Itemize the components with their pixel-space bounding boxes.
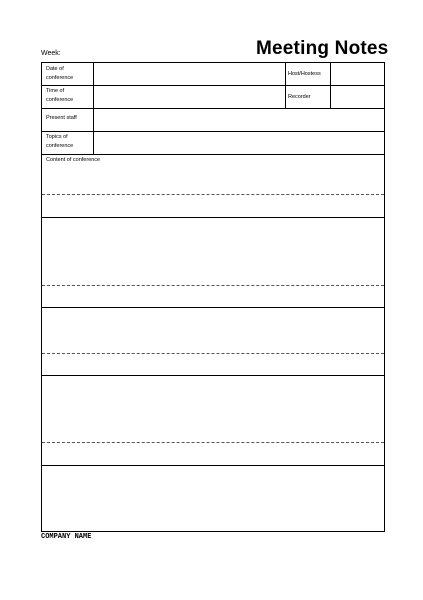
solid-divider <box>42 465 384 466</box>
date-of-conference-label: Date of conference <box>46 66 74 81</box>
present-staff-label: Present staff <box>46 115 77 121</box>
date-of-conference-field[interactable] <box>94 63 285 85</box>
dashed-divider <box>42 442 384 443</box>
week-label: Week: <box>41 50 61 57</box>
host-label: Host/Hostess <box>288 71 321 77</box>
present-staff-field[interactable] <box>94 109 384 131</box>
time-of-conference-field[interactable] <box>94 86 285 108</box>
recorder-label: Recorder <box>288 94 311 100</box>
recorder-field[interactable] <box>331 86 384 108</box>
content-of-conference-area[interactable] <box>42 155 384 531</box>
host-field[interactable] <box>331 63 384 85</box>
col-divider <box>285 63 286 108</box>
solid-divider <box>42 307 384 308</box>
page-title: Meeting Notes <box>256 38 389 59</box>
solid-divider <box>42 217 384 218</box>
solid-divider <box>42 375 384 376</box>
topics-of-conference-field[interactable] <box>94 132 384 154</box>
topics-of-conference-label: Topics of conference <box>46 134 74 149</box>
content-of-conference-label: Content of conference <box>46 157 101 163</box>
company-name: COMPANY NAME <box>41 533 92 541</box>
dashed-divider <box>42 194 384 195</box>
dashed-divider <box>42 353 384 354</box>
time-of-conference-label: Time of conference <box>46 88 74 103</box>
meeting-form <box>41 62 385 532</box>
dashed-divider <box>42 285 384 286</box>
